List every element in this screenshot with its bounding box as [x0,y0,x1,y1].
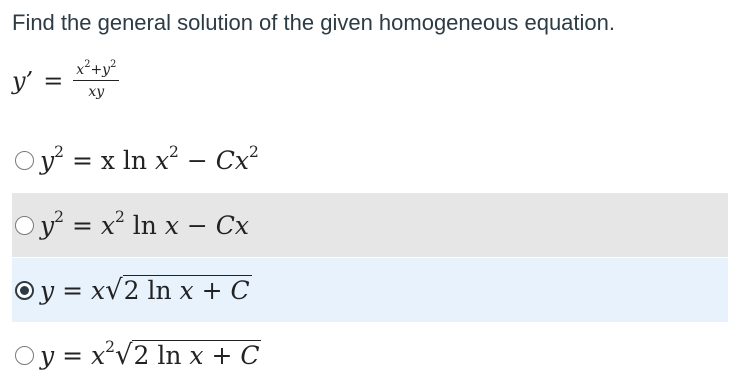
equation-fraction [73,58,119,100]
opt4-two: 2 [133,341,158,370]
equation-lhs: y’ [12,67,34,95]
opt2-rest: x − Cx [156,210,249,240]
opt1-exp-1: 2 [54,142,64,161]
sqrt-icon: √ [105,274,123,306]
answer-option-4-label [40,339,261,371]
answer-option-3[interactable] [12,258,728,322]
radio-button-icon[interactable] [15,216,34,235]
opt2-exp-2: 2 [114,207,125,226]
opt1-x: x [147,145,170,175]
opt2-ln: ln [124,210,157,240]
answer-option-4[interactable] [12,323,728,387]
equation-equals: = [43,67,64,95]
opt2-y: y [40,210,55,240]
opt4-exp: 2 [105,338,115,357]
opt3-y-eq-x: y = x [40,276,106,305]
opt1-exp-3: 2 [249,142,259,161]
opt1-minus-cx: − Cx [178,145,249,175]
opt4-x-plus-c: x + C [181,341,260,370]
answer-option-3-label [40,274,252,306]
opt4-y-eq-x: y = x [40,341,106,370]
opt4-ln: ln [157,341,182,370]
opt4-radicand [132,340,261,370]
opt3-two: 2 [123,276,148,305]
numerator-exp-1: 2 [84,58,91,70]
opt1-ln: ln [122,145,147,175]
numerator-plus-y: +y [90,62,111,78]
answer-option-2[interactable] [12,193,728,257]
fraction-numerator [73,58,119,81]
numerator-exp-2: 2 [110,58,117,70]
opt1-exp-2: 2 [169,142,179,161]
answer-option-2-label [40,207,249,240]
fraction-denominator: xy [88,84,105,100]
opt1-y: y [40,145,55,175]
answer-option-1[interactable] [12,128,728,192]
numerator-x: x [76,62,85,78]
answer-option-1-label [40,142,259,175]
opt2-eq-x: = x [64,210,115,240]
question-text: Find the general solution of the given homogeneous equation. [12,10,615,35]
radio-button-icon[interactable] [15,151,34,170]
opt1-eq-x: = x [64,145,123,175]
opt2-exp-1: 2 [54,207,64,226]
opt3-ln: ln [147,276,172,305]
sqrt-icon: √ [114,339,133,371]
radio-button-icon[interactable] [15,346,34,365]
opt3-radicand [123,275,252,305]
radio-button-checked-icon[interactable] [15,281,34,300]
given-equation [12,58,119,104]
opt3-x-plus-c: x + C [171,276,250,305]
